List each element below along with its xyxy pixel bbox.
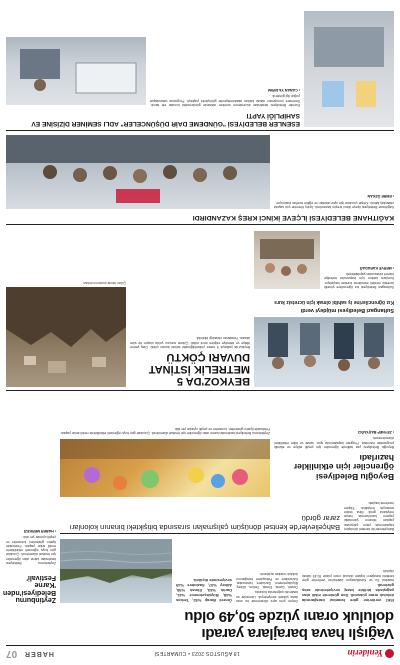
beykoz-photo-caption: Çöken istinat duvarının enkazı: [83, 281, 126, 285]
kagithane-text: Kağıthane Belediyesi ilçeye ikinci kreşini kazandırdı. Açılış törenine çok sayıda vatandaş katıldı. Kreşte çocuklar için oyun alanları ve eğitim sınıfları bulunuyor.: [274, 200, 394, 209]
main-story-intro: İSKİ verilerine göre İstanbul barajlarında doluluk oranı yükseldi. Son günlerde etkili olan yağışlarla birlikte baraj seviyelerinde artış gözlendi.: [302, 583, 394, 603]
beykoz-headline: BEYKOZ'DA 5 METRELİK İSTİNAT DUVARI ÇÖKTÜ: [148, 351, 250, 387]
bahcelievler-headline: Bahçelievler'de kentsel dönüşüm çalışmaları sırasında bitişikteki binanın kolonları zarar gördü: [69, 514, 340, 532]
esenler-byline: • CANAN YILDIRIM: [268, 88, 300, 93]
main-story-paragraph: Ömerli, Darlık, Elmalı, Terkos, Alibey, Büyükçekmece, Sazlıdere, Istrancalar, Kazandere ve Pabuçdere barajlarının doluluk oranları açıklandı.: [236, 572, 298, 590]
kagithane-byline: • EMRE ÖZKAN: [367, 194, 394, 199]
date-line: 18 AĞUSTOS 2023 • CUMARTESİ: [154, 650, 240, 657]
students-photo: [254, 317, 394, 387]
main-story-column-1: [302, 537, 394, 603]
zeytinburnu-body: [6, 445, 56, 565]
workshop-scene-icon: [254, 231, 320, 289]
zeytinburnu-headline: Zeytinburnu Belediyesi'nden 'Karne Festivali': [2, 573, 56, 603]
students-scene-icon: [254, 317, 394, 387]
section-label: HABER: [24, 650, 54, 657]
main-headline-line-2: doluluk oranı yüzde 50,49 oldu: [184, 608, 394, 625]
bahcelievler-body: Bahçelievler'de kentsel dönüşüm kapsamında yıkım çalışması yapılan binanın yanındaki yapının kolonlarında hasar meydana geldi. Bina tedbir amacıyla boşaltıldı. Ekipler inceleme başlattı.: [344, 501, 394, 531]
beyoglu-text: Beyoğlu Belediyesi yaz tatilinde öğrenciler için çeşitli atölye ve etkinlik programları hazırladı. Program kapsamında spor, sanat ve bilim etkinlikleri düzenlenecek.: [274, 436, 394, 449]
logo-text: Yeniderin: [347, 648, 383, 659]
crowd-scene-icon: [6, 135, 270, 209]
kagithane-body: [274, 139, 394, 209]
page-header: [6, 645, 394, 661]
sultangazi-headline: Sultangazi Belediyesi müjdeyi verdi: [300, 307, 394, 313]
festival-scene-icon: [60, 439, 270, 497]
sultangazi-byline: • MERVE KARADAĞ: [359, 265, 394, 270]
main-story-paragraph: Istanbul Su ve Kanalizasyon İdaresi'nin verilerine göre kentteki barajların toplam doluluk oranı yüzde 50,49 olarak ölçüldü.: [302, 569, 394, 582]
main-story-side-note: Ömerli Barajı %52, Terkos %48, Büyükçekmece %41, Darlık %63, Elmalı %58, Alibey %37, Sazlıdere %45 seviyesinde ölçüldü.: [176, 578, 232, 603]
interior-scene-icon: [304, 11, 394, 127]
esenler-body: [150, 11, 300, 107]
zeytinburnu-byline: • HABER MERKEZİ: [23, 528, 56, 533]
sultangazi-subheadline: Kız öğrencilerine iş sahibi olmak için ücretsiz kurs: [274, 299, 394, 305]
kagithane-opening-photo: [6, 135, 270, 209]
dam-photo: [60, 539, 172, 603]
section-divider: [6, 130, 394, 131]
sultangazi-photo: [254, 231, 320, 289]
newspaper-logo: [324, 649, 394, 659]
main-story-paragraph: Geçen yılın aynı döneminde bu oran daha yüksek seviyedeydi. Uzmanlar su tasarrufu çağrısında bulundu.: [236, 590, 298, 603]
sultangazi-text: Sultangazi Belediyesi kız öğrencilere yönelik ücretsiz meslek edindirme kursları başlatıyor. Kurslara katılım için başvurular belediye hizmet binasından yapılabilecek.: [324, 272, 394, 289]
section-divider: [60, 533, 394, 534]
kagithane-interior-photo: [304, 11, 394, 127]
beykoz-body: Beykoz'da yaklaşık 5 metre yüksekliğindeki istinat duvarı çöktü. Olay yerine itfaiye ve belediye ekipleri sevk edildi. Çökme sonucu yolda ulaşım bir süre aksadı. Yaralanan olmadığı bildirildi.: [130, 336, 250, 349]
beykoz-wall-photo: [6, 287, 126, 387]
beyoglu-body: [274, 421, 394, 449]
beyoglu-headline: Beyoğlu Belediyesi öğrenciler için etkinlikler hazırladı: [293, 453, 394, 482]
esenler-text: Esenler Belediyesi tarafından düzenlenen seminer dizisinde gündemdeki konular ele alındı. Seminere konuşmacı olarak katılan akademisyenler görüşlerini paylaştı. Programa vatandaşlar yoğun ilgi gösterdi.: [150, 94, 300, 107]
sultangazi-body: [324, 229, 394, 289]
kagithane-headline: KAĞITHANE BELEDİYESİ İLÇEVE İKİNCİ KREŞ KAZANDIRDI: [192, 214, 394, 221]
esenler-headline: ESENLER BELEDİYESİ "GÜNDEME DAİR DÜŞÜNCELER" ADLI SEMİNER DİZİSİNE EV SAHİPLİĞİ YAPTI: [31, 112, 300, 127]
beyoglu-byline: • ZEYNEP BAŞYAĞCI: [357, 430, 394, 435]
collapsed-wall-icon: [6, 287, 126, 387]
festival-photo: [60, 439, 270, 497]
main-story-column-2: [236, 537, 298, 603]
dam-scene-icon: [60, 539, 172, 603]
zeytinburnu-continuation: Zeytinburnu Belediyesi tarafından karne alan öğrenciler için festival düzenlendi. Çocuklar gün boyu eğlenceli etkinliklerle renkli anlar yaşadı. Festivalde tiyatro gösterileri, konserler ve çeşitli oyunlar yer aldı.: [60, 426, 270, 435]
logo-mark-icon: [385, 649, 394, 658]
esenler-seminar-photo: [6, 37, 146, 105]
main-headline-line-1: Vağışlı hava barajlara yaradı: [201, 625, 394, 642]
zeytinburnu-text: Zeytinburnu Belediyesi tarafından karne alan öğrenciler için festival düzenlendi. Çocuklar gün boyu eğlenceli etkinliklerle renkli anlar yaşadı. Festivalde tiyatro gösterileri, konserler ve çeşitli oyunlar yer aldı.: [6, 535, 56, 565]
page-number: 07: [6, 648, 18, 659]
section-divider: [6, 224, 394, 225]
section-divider: [6, 390, 394, 391]
seminar-scene-icon: [6, 37, 146, 105]
